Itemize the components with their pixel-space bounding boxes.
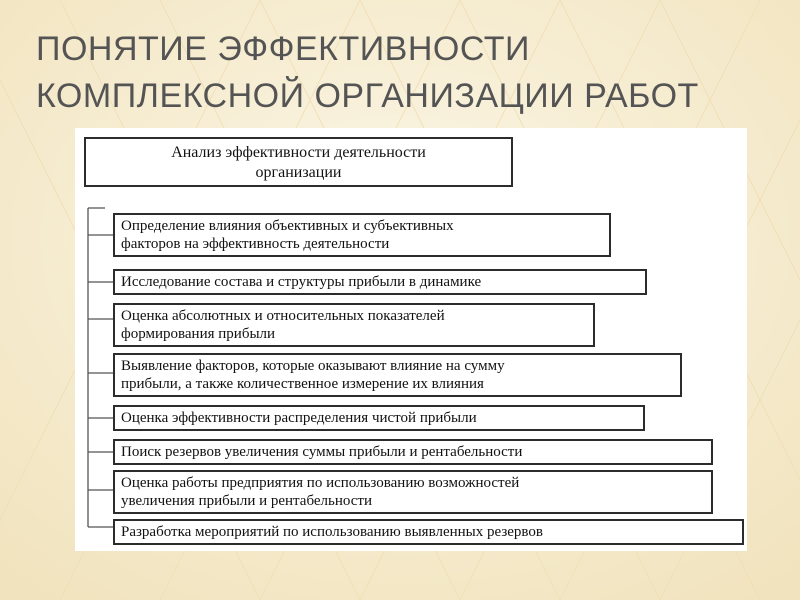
item-box-4-line-2: прибыли, а также количественное измерение их влияния (121, 376, 484, 392)
item-box-6 (113, 439, 713, 465)
item-box-8 (113, 519, 744, 545)
item-box-6-line-1: Поиск резервов увеличения суммы прибыли и рентабельности (121, 444, 523, 460)
root-box-line-2: организации (255, 164, 342, 181)
item-box-4 (113, 353, 682, 397)
title-line-2: КОМПЛЕКСНОЙ ОРГАНИЗАЦИИ РАБОТ (36, 77, 699, 115)
root-box-line-1: Анализ эффективности деятельности (171, 144, 426, 161)
item-box-1-line-2: факторов на эффективность деятельности (121, 236, 390, 252)
item-box-7-line-2: увеличения прибыли и рентабельности (121, 493, 373, 509)
item-box-1-line-1: Определение влияния объективных и субъективных (121, 218, 454, 234)
title-line-1: ПОНЯТИЕ ЭФФЕКТИВНОСТИ (36, 30, 530, 68)
diagram-panel (75, 128, 747, 551)
slide-title (36, 26, 776, 120)
item-box-7 (113, 470, 713, 514)
item-box-1 (113, 213, 611, 257)
item-box-3-line-1: Оценка абсолютных и относительных показателей (121, 308, 445, 324)
item-box-5-line-1: Оценка эффективности распределения чистой прибыли (121, 410, 477, 426)
item-box-4-line-1: Выявление факторов, которые оказывают влияние на сумму (121, 358, 505, 374)
item-box-7-line-1: Оценка работы предприятия по использованию возможностей (121, 475, 520, 491)
item-box-2 (113, 269, 647, 295)
item-box-3-line-2: формирования прибыли (121, 326, 276, 342)
item-box-3 (113, 303, 595, 347)
root-box (84, 137, 513, 187)
item-box-2-line-1: Исследование состава и структуры прибыли в динамике (121, 274, 482, 290)
item-box-5 (113, 405, 645, 431)
item-box-8-line-1: Разработка мероприятий по использованию выявленных резервов (121, 524, 543, 540)
